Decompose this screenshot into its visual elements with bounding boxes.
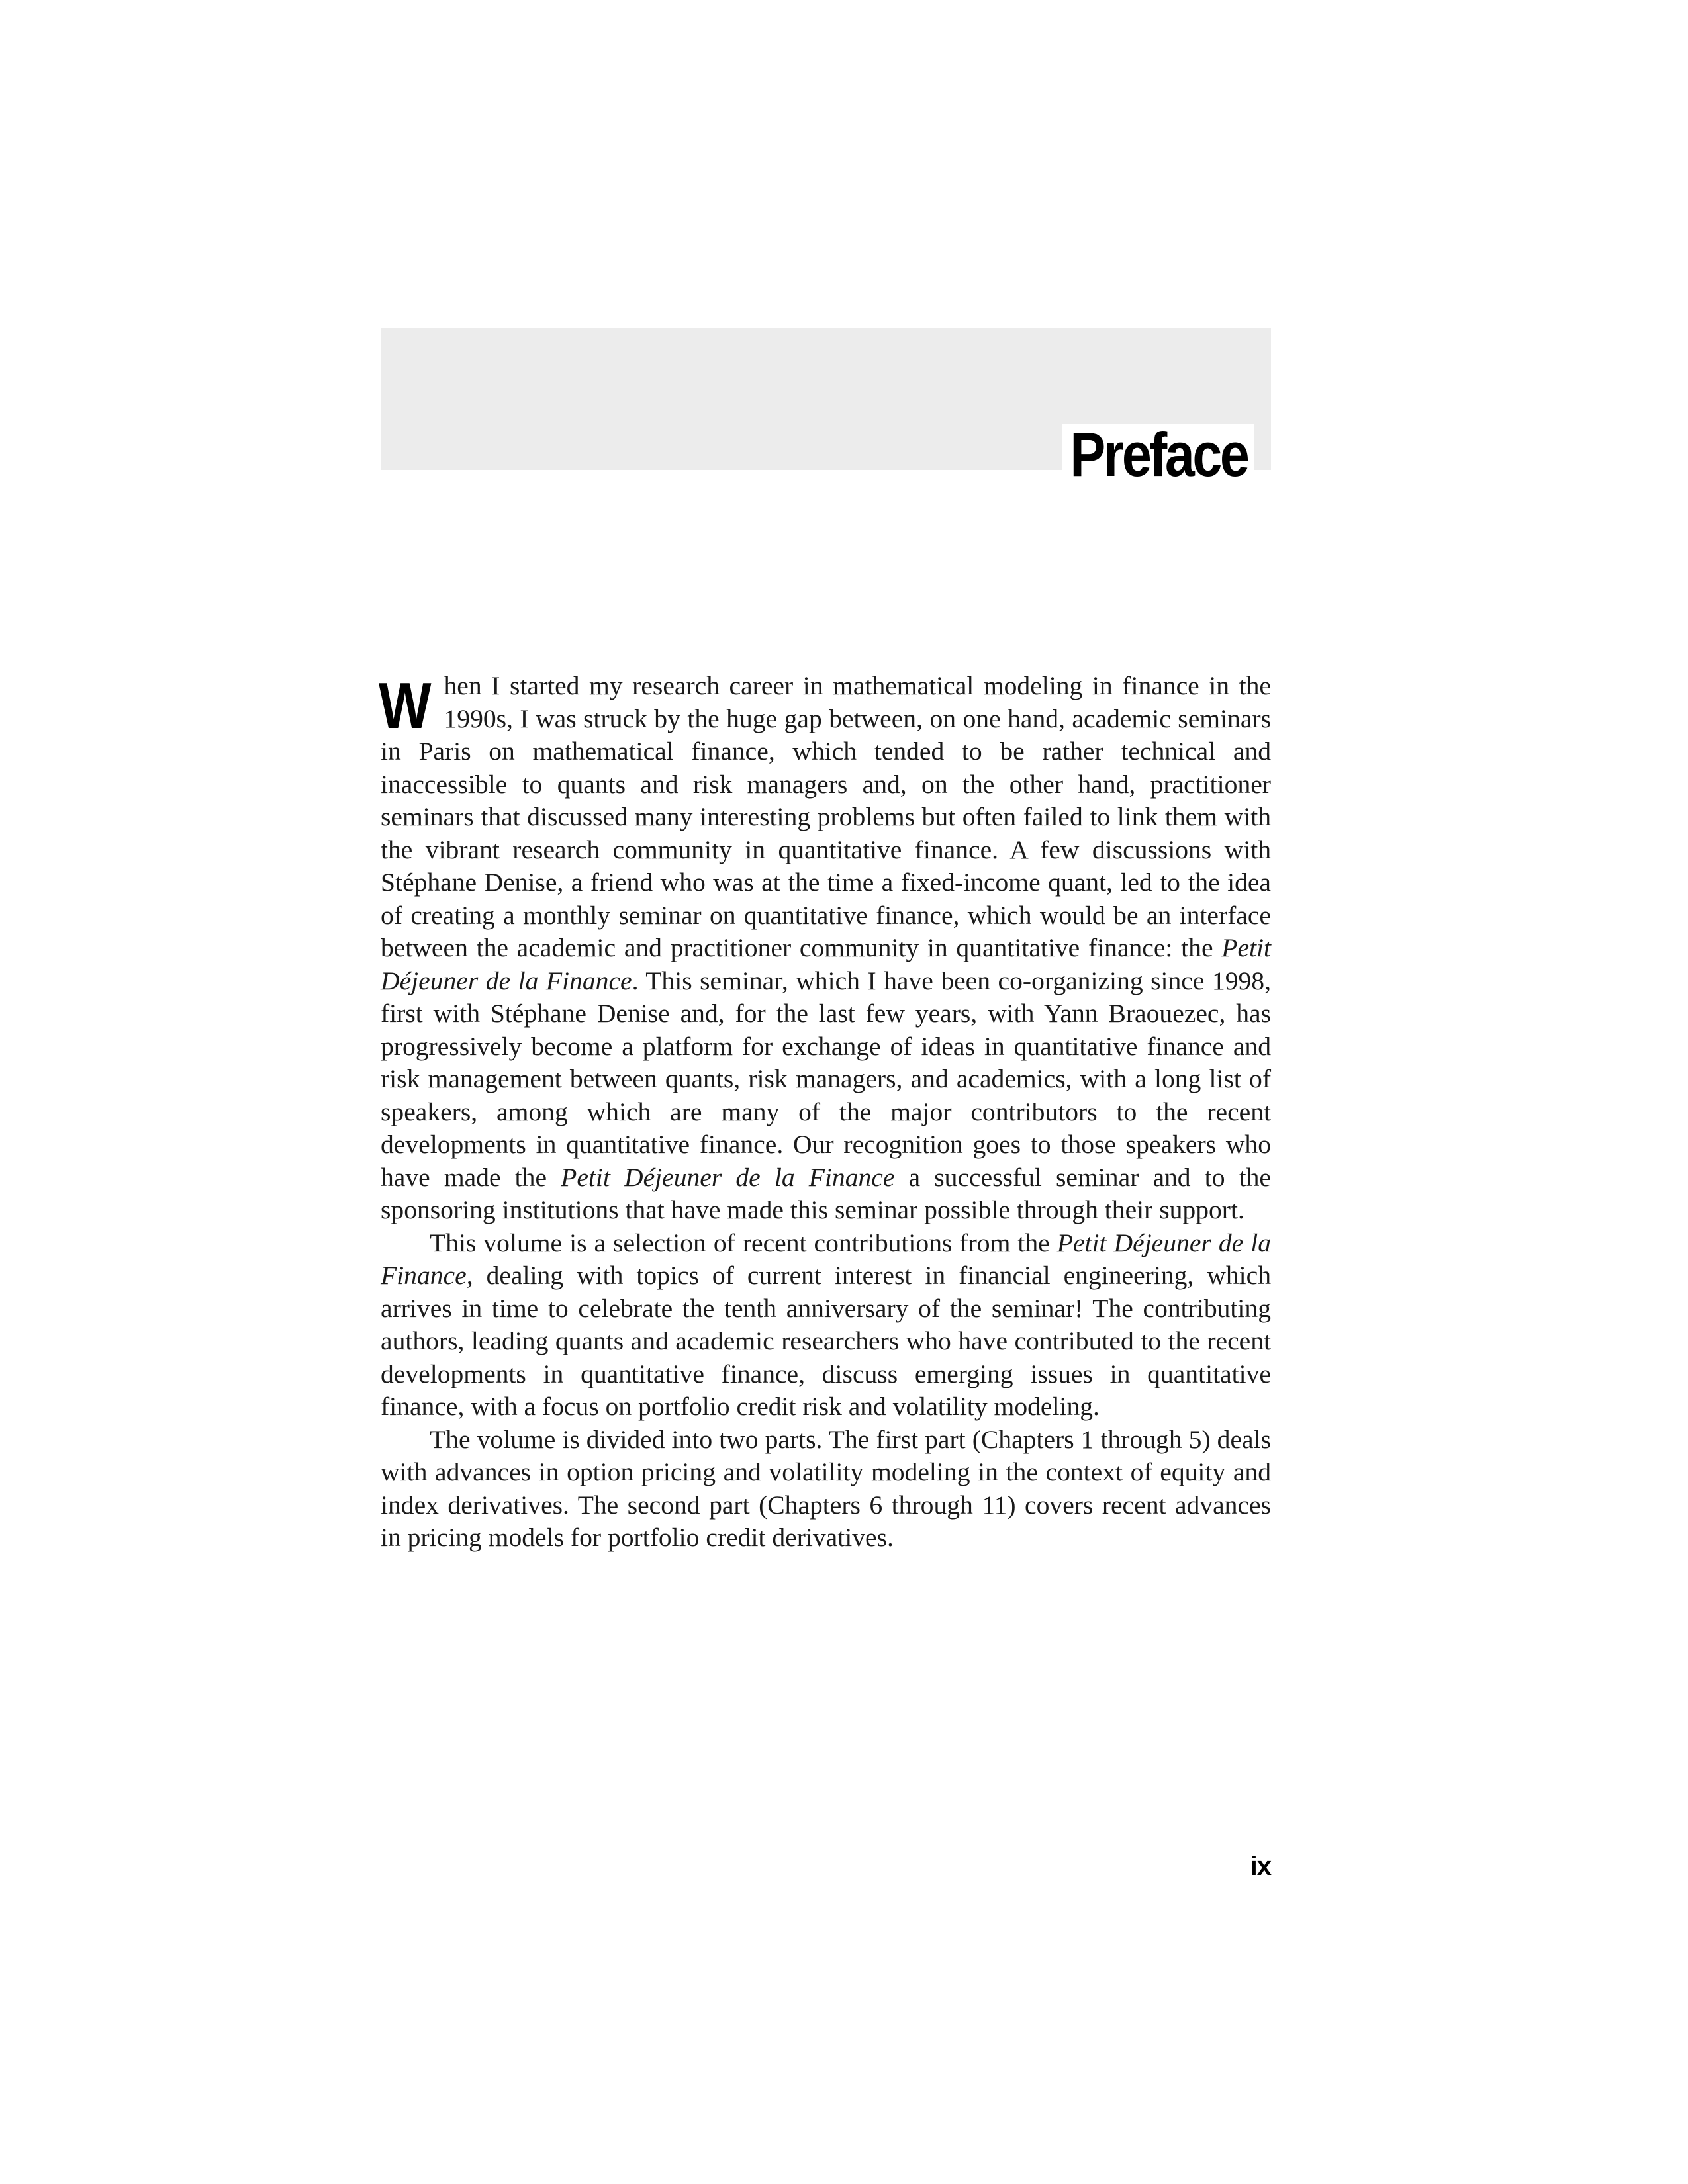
text-run: a successful seminar and to the sponsoring institutions that have made this seminar possible through their support. bbox=[381, 1162, 1271, 1224]
drop-cap: W bbox=[379, 669, 432, 742]
text-run: hen I started my research career in mathematical modeling in finance in the 1990s, I was struck by the huge gap between, on one hand, academic seminars in Paris on mathematical finance, which tended to be rather technical and inaccessible to quants and risk managers and, on the other hand, practitioner seminars that discussed many interesting problems but often failed to link them with the vibrant research community in quantitative finance. A few discussions with Stéphane Denise, a friend who was at the time a fixed-income quant, led to the idea of creating a monthly seminar on quantitative finance, which would be an interface between the academic and practitioner community in quantitative finance: the bbox=[381, 671, 1271, 962]
text-run: The volume is divided into two parts. The first part (Chapters 1 through 5) deals with advances in option pricing and volatility modeling in the context of equity and index derivatives. The second part (Chapters 6 through 11) covers recent advances in pricing models for portfolio credit derivatives. bbox=[381, 1424, 1271, 1552]
italic-run: Petit Déjeuner de la Finance bbox=[381, 933, 1271, 995]
text-run: , dealing with topics of current interest in financial engineering, which arrives in time to celebrate the tenth anniversary of the seminar! The contributing authors, leading quants and academic researchers who have contributed to the recent developments in quantitative finance, discuss emerging issues in quantitative finance, with a focus on portfolio credit risk and volatility modeling. bbox=[381, 1261, 1271, 1421]
text-run: . This seminar, which I have been co-organizing since 1998, first with Stéphane Denise and, for the last few years, with Yann Braouezec, has progressively become a platform for exchange of ideas in quantitative finance and risk management between quants, risk managers, and academics, with a long list of speakers, among which are many of the major contributors to the recent developments in quantitative finance. Our recognition goes to those speakers who have made the bbox=[381, 966, 1271, 1192]
italic-run: Petit Déjeuner de la Finance bbox=[381, 1228, 1271, 1290]
italic-run: Petit Déjeuner de la Finance bbox=[561, 1162, 895, 1192]
text-run: This volume is a selection of recent contributions from the bbox=[430, 1228, 1057, 1257]
paragraph-1 bbox=[381, 670, 1271, 1227]
paragraph-3 bbox=[381, 1424, 1271, 1555]
paragraph-2 bbox=[381, 1227, 1271, 1424]
chapter-title: Preface bbox=[1062, 424, 1254, 487]
body-text bbox=[381, 670, 1271, 1555]
page-number: ix bbox=[1250, 1852, 1271, 1881]
